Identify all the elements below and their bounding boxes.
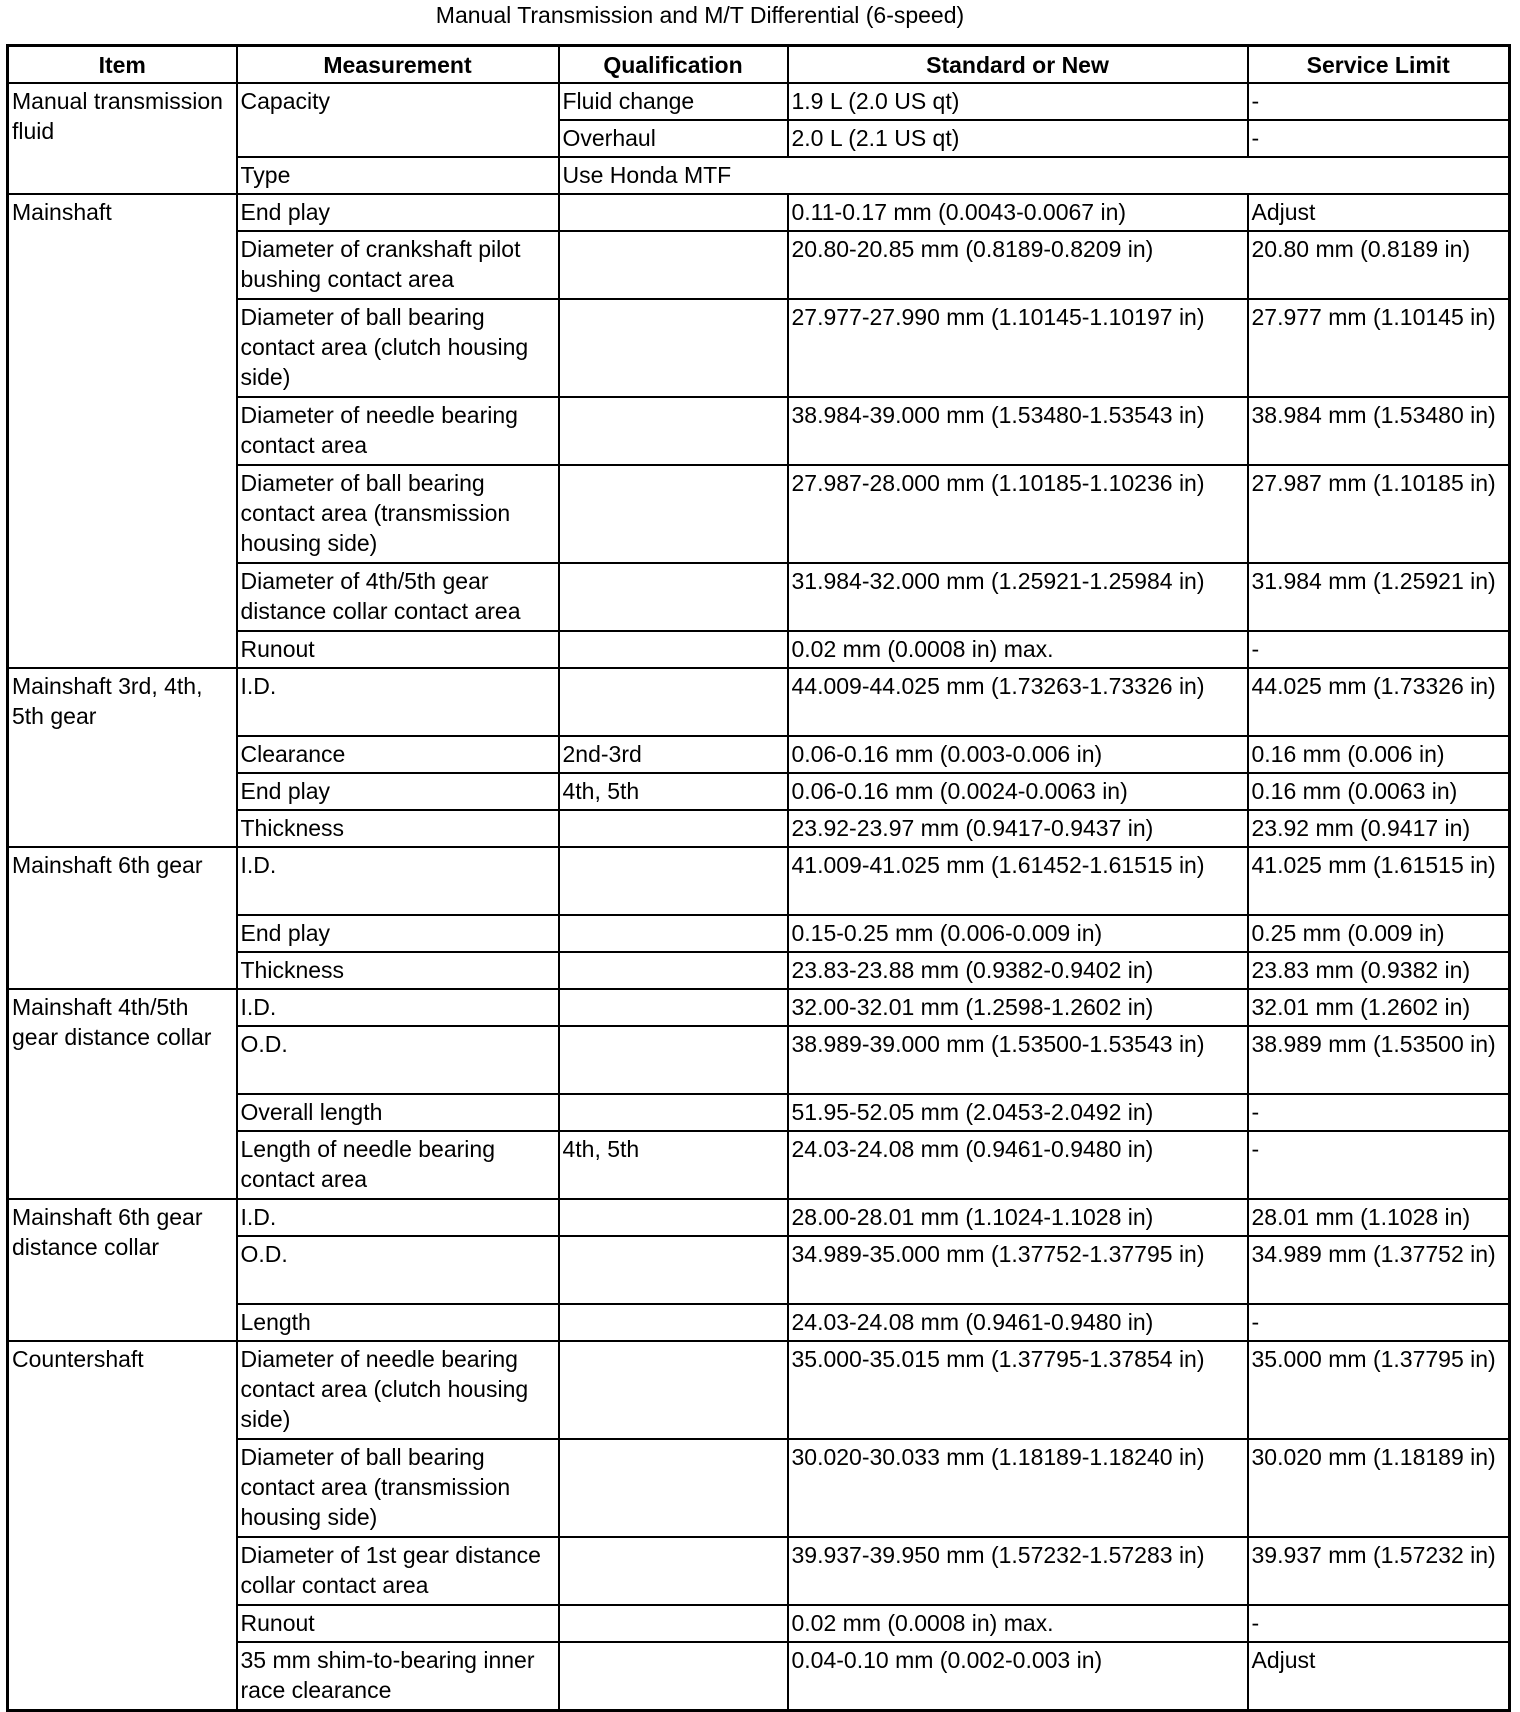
table-row [8,1341,1510,1439]
standard-cell: 34.989-35.000 mm (1.37752-1.37795 in) [788,1236,1248,1304]
measurement-cell: Capacity [237,83,559,157]
limit-cell: 32.01 mm (1.2602 in) [1248,989,1510,1026]
qualification-cell [559,847,788,915]
standard-cell: 38.984-39.000 mm (1.53480-1.53543 in) [788,397,1248,465]
qualification-cell: 4th, 5th [559,1131,788,1199]
standard-cell: 2.0 L (2.1 US qt) [788,120,1248,157]
measurement-cell: I.D. [237,1199,559,1236]
measurement-cell: 35 mm shim-to-bearing inner race clearance [237,1642,559,1711]
standard-cell: 23.92-23.97 mm (0.9417-0.9437 in) [788,810,1248,847]
standard-cell: 0.15-0.25 mm (0.006-0.009 in) [788,915,1248,952]
measurement-cell: Length [237,1304,559,1341]
standard-cell: 30.020-30.033 mm (1.18189-1.18240 in) [788,1439,1248,1537]
measurement-cell: Runout [237,1605,559,1642]
limit-cell: Adjust [1248,1642,1510,1711]
measurement-cell: O.D. [237,1026,559,1094]
standard-cell: 0.06-0.16 mm (0.0024-0.0063 in) [788,773,1248,810]
standard-cell: 0.04-0.10 mm (0.002-0.003 in) [788,1642,1248,1711]
header-item: Item [8,46,237,84]
qualification-cell: Use Honda MTF [559,157,1510,194]
standard-cell: 20.80-20.85 mm (0.8189-0.8209 in) [788,231,1248,299]
item-cell: Mainshaft [8,194,237,668]
standard-cell: 28.00-28.01 mm (1.1024-1.1028 in) [788,1199,1248,1236]
item-cell: Mainshaft 6th gear [8,847,237,989]
table-row [8,83,1510,120]
standard-cell: 51.95-52.05 mm (2.0453-2.0492 in) [788,1094,1248,1131]
measurement-cell: O.D. [237,1236,559,1304]
measurement-cell: Length of needle bearing contact area [237,1131,559,1199]
measurement-cell: Diameter of needle bearing contact area [237,397,559,465]
qualification-cell [559,1026,788,1094]
table-row [8,194,1510,231]
limit-cell: 31.984 mm (1.25921 in) [1248,563,1510,631]
limit-cell: Adjust [1248,194,1510,231]
standard-cell: 23.83-23.88 mm (0.9382-0.9402 in) [788,952,1248,989]
qualification-cell [559,465,788,563]
qualification-cell [559,952,788,989]
limit-cell: - [1248,1304,1510,1341]
table-row [8,668,1510,736]
standard-cell: 0.06-0.16 mm (0.003-0.006 in) [788,736,1248,773]
qualification-cell [559,631,788,668]
standard-cell: 24.03-24.08 mm (0.9461-0.9480 in) [788,1131,1248,1199]
header-measurement: Measurement [237,46,559,84]
spec-table [6,44,1511,1712]
limit-cell: 20.80 mm (0.8189 in) [1248,231,1510,299]
table-row [8,989,1510,1026]
measurement-cell: Overall length [237,1094,559,1131]
standard-cell: 0.11-0.17 mm (0.0043-0.0067 in) [788,194,1248,231]
standard-cell: 32.00-32.01 mm (1.2598-1.2602 in) [788,989,1248,1026]
standard-cell: 44.009-44.025 mm (1.73263-1.73326 in) [788,668,1248,736]
limit-cell: 44.025 mm (1.73326 in) [1248,668,1510,736]
measurement-cell: I.D. [237,668,559,736]
qualification-cell [559,563,788,631]
qualification-cell [559,1199,788,1236]
qualification-cell [559,194,788,231]
limit-cell: 38.984 mm (1.53480 in) [1248,397,1510,465]
header-qualification: Qualification [559,46,788,84]
limit-cell: 39.937 mm (1.57232 in) [1248,1537,1510,1605]
standard-cell: 38.989-39.000 mm (1.53500-1.53543 in) [788,1026,1248,1094]
limit-cell: 27.987 mm (1.10185 in) [1248,465,1510,563]
qualification-cell [559,1304,788,1341]
qualification-cell: 4th, 5th [559,773,788,810]
limit-cell: 34.989 mm (1.37752 in) [1248,1236,1510,1304]
measurement-cell: I.D. [237,847,559,915]
standard-cell: 24.03-24.08 mm (0.9461-0.9480 in) [788,1304,1248,1341]
item-cell: Mainshaft 3rd, 4th, 5th gear [8,668,237,847]
item-cell: Manual transmission fluid [8,83,237,194]
limit-cell: - [1248,1131,1510,1199]
limit-cell: - [1248,631,1510,668]
table-row [8,1199,1510,1236]
qualification-cell [559,1094,788,1131]
standard-cell: 41.009-41.025 mm (1.61452-1.61515 in) [788,847,1248,915]
standard-cell: 27.987-28.000 mm (1.10185-1.10236 in) [788,465,1248,563]
standard-cell: 35.000-35.015 mm (1.37795-1.37854 in) [788,1341,1248,1439]
qualification-cell [559,1605,788,1642]
standard-cell: 0.02 mm (0.0008 in) max. [788,1605,1248,1642]
qualification-cell [559,1341,788,1439]
limit-cell: 35.000 mm (1.37795 in) [1248,1341,1510,1439]
limit-cell: 23.92 mm (0.9417 in) [1248,810,1510,847]
standard-cell: 39.937-39.950 mm (1.57232-1.57283 in) [788,1537,1248,1605]
limit-cell: - [1248,1605,1510,1642]
qualification-cell: Overhaul [559,120,788,157]
limit-cell: 38.989 mm (1.53500 in) [1248,1026,1510,1094]
measurement-cell: Thickness [237,810,559,847]
table-row [8,847,1510,915]
header-row [8,46,1510,84]
qualification-cell: Fluid change [559,83,788,120]
qualification-cell [559,989,788,1026]
limit-cell: - [1248,120,1510,157]
qualification-cell [559,397,788,465]
measurement-cell: Diameter of ball bearing contact area (clutch housing side) [237,299,559,397]
qualification-cell [559,1439,788,1537]
measurement-cell: End play [237,915,559,952]
measurement-cell: Diameter of ball bearing contact area (transmission housing side) [237,465,559,563]
limit-cell: 28.01 mm (1.1028 in) [1248,1199,1510,1236]
item-cell: Mainshaft 4th/5th gear distance collar [8,989,237,1199]
standard-cell: 0.02 mm (0.0008 in) max. [788,631,1248,668]
limit-cell: 0.25 mm (0.009 in) [1248,915,1510,952]
qualification-cell: 2nd-3rd [559,736,788,773]
qualification-cell [559,231,788,299]
qualification-cell [559,915,788,952]
measurement-cell: Diameter of ball bearing contact area (transmission housing side) [237,1439,559,1537]
measurement-cell: End play [237,194,559,231]
measurement-cell: Diameter of 4th/5th gear distance collar contact area [237,563,559,631]
limit-cell: 23.83 mm (0.9382 in) [1248,952,1510,989]
header-standard: Standard or New [788,46,1248,84]
measurement-cell: I.D. [237,989,559,1026]
measurement-cell: Diameter of 1st gear distance collar contact area [237,1537,559,1605]
qualification-cell [559,668,788,736]
measurement-cell: Diameter of crankshaft pilot bushing contact area [237,231,559,299]
page-title: Manual Transmission and M/T Differential (6-speed) [435,2,965,28]
item-cell: Countershaft [8,1341,237,1711]
header-service-limit: Service Limit [1248,46,1510,84]
standard-cell: 1.9 L (2.0 US qt) [788,83,1248,120]
qualification-cell [559,299,788,397]
qualification-cell [559,1537,788,1605]
standard-cell: 31.984-32.000 mm (1.25921-1.25984 in) [788,563,1248,631]
limit-cell: - [1248,83,1510,120]
measurement-cell: Type [237,157,559,194]
limit-cell: 41.025 mm (1.61515 in) [1248,847,1510,915]
standard-cell: 27.977-27.990 mm (1.10145-1.10197 in) [788,299,1248,397]
measurement-cell: Clearance [237,736,559,773]
limit-cell: 30.020 mm (1.18189 in) [1248,1439,1510,1537]
item-cell: Mainshaft 6th gear distance collar [8,1199,237,1341]
limit-cell: - [1248,1094,1510,1131]
limit-cell: 27.977 mm (1.10145 in) [1248,299,1510,397]
limit-cell: 0.16 mm (0.006 in) [1248,736,1510,773]
qualification-cell [559,1236,788,1304]
qualification-cell [559,1642,788,1711]
measurement-cell: Diameter of needle bearing contact area (clutch housing side) [237,1341,559,1439]
qualification-cell [559,810,788,847]
measurement-cell: Thickness [237,952,559,989]
limit-cell: 0.16 mm (0.0063 in) [1248,773,1510,810]
measurement-cell: Runout [237,631,559,668]
measurement-cell: End play [237,773,559,810]
